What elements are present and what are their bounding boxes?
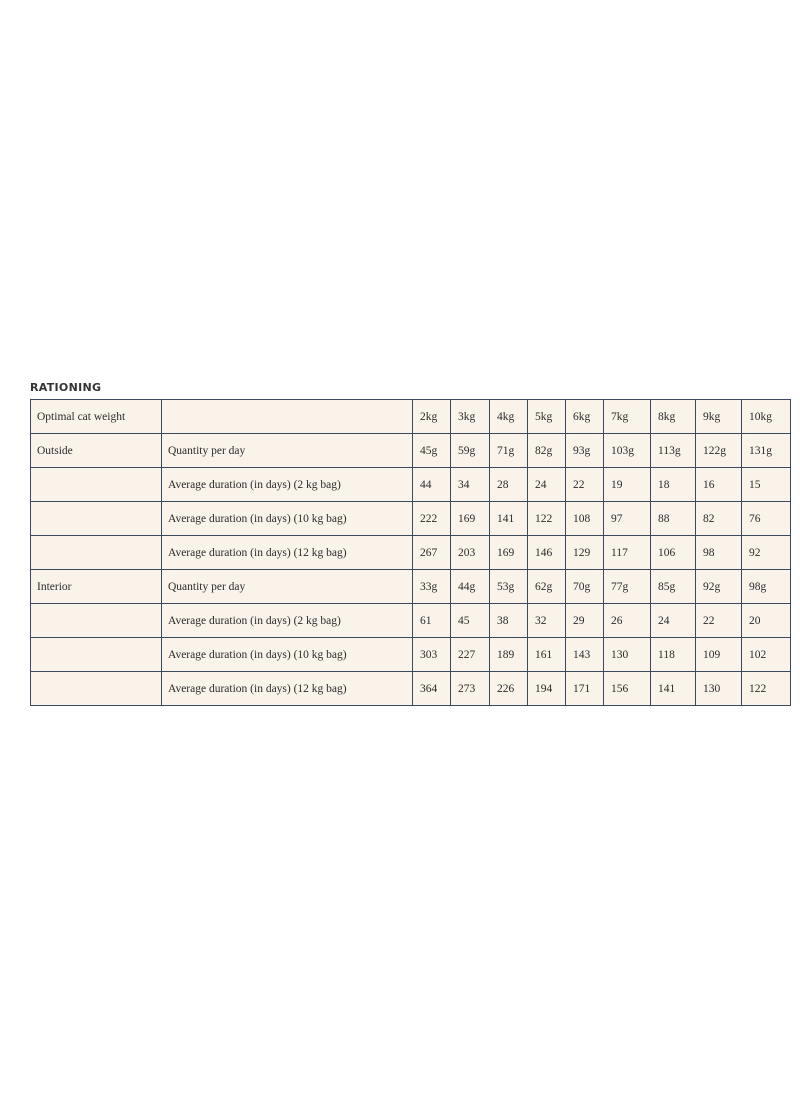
value-cell: 24 xyxy=(528,468,566,502)
value-cell: 131g xyxy=(742,434,791,468)
value-cell: 44g xyxy=(451,570,490,604)
weight-header-cell: 10kg xyxy=(742,400,791,434)
value-cell: 28 xyxy=(490,468,528,502)
value-cell: 88 xyxy=(651,502,696,536)
weight-header-cell: 8kg xyxy=(651,400,696,434)
value-cell: 273 xyxy=(451,672,490,706)
weight-header-cell: 5kg xyxy=(528,400,566,434)
value-cell: 45 xyxy=(451,604,490,638)
value-cell: 141 xyxy=(490,502,528,536)
row-label-cell xyxy=(31,638,162,672)
value-cell: 98g xyxy=(742,570,791,604)
row-label-cell: Interior xyxy=(31,570,162,604)
value-cell: 22 xyxy=(566,468,604,502)
table-row xyxy=(31,570,791,604)
value-cell: 53g xyxy=(490,570,528,604)
weight-header-cell: 7kg xyxy=(604,400,651,434)
value-cell: 102 xyxy=(742,638,791,672)
row-sublabel-cell: Average duration (in days) (10 kg bag) xyxy=(162,638,413,672)
weight-header-cell: 6kg xyxy=(566,400,604,434)
value-cell: 109 xyxy=(696,638,742,672)
table-row xyxy=(31,468,791,502)
row-label-cell xyxy=(31,468,162,502)
value-cell: 146 xyxy=(528,536,566,570)
row-label-cell xyxy=(31,536,162,570)
row-label-cell: Optimal cat weight xyxy=(31,400,162,434)
section-title: RATIONING xyxy=(30,381,102,394)
value-cell: 227 xyxy=(451,638,490,672)
value-cell: 82g xyxy=(528,434,566,468)
value-cell: 26 xyxy=(604,604,651,638)
value-cell: 34 xyxy=(451,468,490,502)
value-cell: 59g xyxy=(451,434,490,468)
row-label-cell xyxy=(31,604,162,638)
weight-header-cell: 3kg xyxy=(451,400,490,434)
value-cell: 19 xyxy=(604,468,651,502)
value-cell: 61 xyxy=(413,604,451,638)
value-cell: 15 xyxy=(742,468,791,502)
row-label-cell xyxy=(31,502,162,536)
value-cell: 20 xyxy=(742,604,791,638)
table-body xyxy=(31,400,791,706)
value-cell: 77g xyxy=(604,570,651,604)
table-row xyxy=(31,502,791,536)
table-row xyxy=(31,638,791,672)
value-cell: 122g xyxy=(696,434,742,468)
value-cell: 364 xyxy=(413,672,451,706)
weight-header-cell: 4kg xyxy=(490,400,528,434)
value-cell: 194 xyxy=(528,672,566,706)
value-cell: 93g xyxy=(566,434,604,468)
value-cell: 38 xyxy=(490,604,528,638)
value-cell: 76 xyxy=(742,502,791,536)
value-cell: 143 xyxy=(566,638,604,672)
value-cell: 18 xyxy=(651,468,696,502)
row-sublabel-cell: Quantity per day xyxy=(162,570,413,604)
value-cell: 22 xyxy=(696,604,742,638)
value-cell: 103g xyxy=(604,434,651,468)
value-cell: 130 xyxy=(696,672,742,706)
value-cell: 32 xyxy=(528,604,566,638)
weight-header-cell: 2kg xyxy=(413,400,451,434)
value-cell: 92g xyxy=(696,570,742,604)
value-cell: 226 xyxy=(490,672,528,706)
value-cell: 303 xyxy=(413,638,451,672)
table-row xyxy=(31,604,791,638)
value-cell: 44 xyxy=(413,468,451,502)
value-cell: 92 xyxy=(742,536,791,570)
value-cell: 222 xyxy=(413,502,451,536)
value-cell: 106 xyxy=(651,536,696,570)
value-cell: 203 xyxy=(451,536,490,570)
value-cell: 113g xyxy=(651,434,696,468)
table-row xyxy=(31,536,791,570)
value-cell: 97 xyxy=(604,502,651,536)
value-cell: 29 xyxy=(566,604,604,638)
value-cell: 118 xyxy=(651,638,696,672)
row-label-cell: Outside xyxy=(31,434,162,468)
value-cell: 267 xyxy=(413,536,451,570)
value-cell: 33g xyxy=(413,570,451,604)
header-row xyxy=(31,400,791,434)
weight-header-cell: 9kg xyxy=(696,400,742,434)
value-cell: 130 xyxy=(604,638,651,672)
row-sublabel-cell: Average duration (in days) (12 kg bag) xyxy=(162,672,413,706)
value-cell: 122 xyxy=(742,672,791,706)
row-sublabel-cell xyxy=(162,400,413,434)
table-row xyxy=(31,672,791,706)
value-cell: 141 xyxy=(651,672,696,706)
rationing-table xyxy=(30,399,791,706)
row-sublabel-cell: Quantity per day xyxy=(162,434,413,468)
value-cell: 171 xyxy=(566,672,604,706)
row-sublabel-cell: Average duration (in days) (2 kg bag) xyxy=(162,468,413,502)
row-sublabel-cell: Average duration (in days) (12 kg bag) xyxy=(162,536,413,570)
value-cell: 71g xyxy=(490,434,528,468)
row-label-cell xyxy=(31,672,162,706)
row-sublabel-cell: Average duration (in days) (2 kg bag) xyxy=(162,604,413,638)
value-cell: 122 xyxy=(528,502,566,536)
value-cell: 117 xyxy=(604,536,651,570)
value-cell: 62g xyxy=(528,570,566,604)
value-cell: 169 xyxy=(451,502,490,536)
value-cell: 82 xyxy=(696,502,742,536)
value-cell: 161 xyxy=(528,638,566,672)
value-cell: 108 xyxy=(566,502,604,536)
value-cell: 16 xyxy=(696,468,742,502)
value-cell: 189 xyxy=(490,638,528,672)
value-cell: 129 xyxy=(566,536,604,570)
value-cell: 24 xyxy=(651,604,696,638)
value-cell: 45g xyxy=(413,434,451,468)
value-cell: 98 xyxy=(696,536,742,570)
row-sublabel-cell: Average duration (in days) (10 kg bag) xyxy=(162,502,413,536)
value-cell: 70g xyxy=(566,570,604,604)
value-cell: 169 xyxy=(490,536,528,570)
value-cell: 156 xyxy=(604,672,651,706)
value-cell: 85g xyxy=(651,570,696,604)
table-row xyxy=(31,434,791,468)
